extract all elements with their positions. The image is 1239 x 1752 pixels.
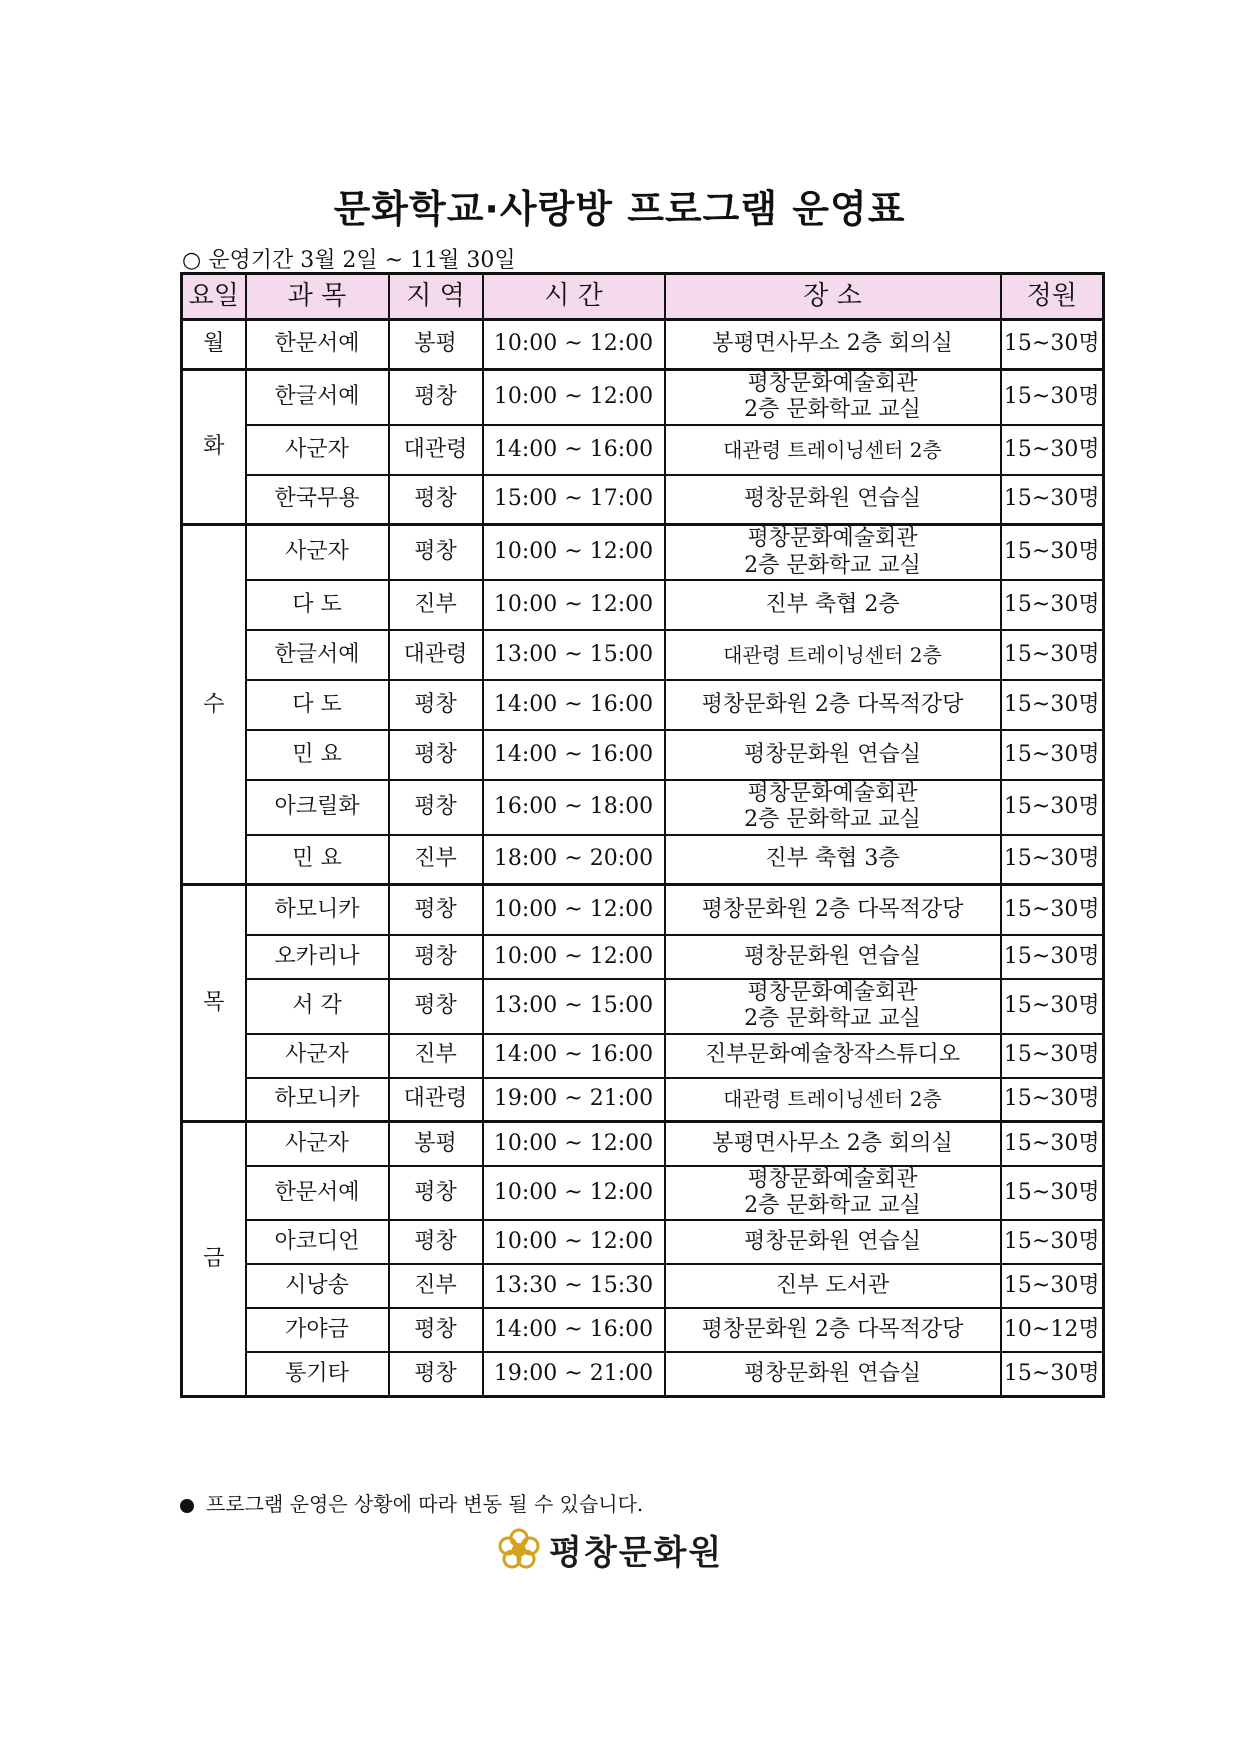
place-line: 평창문화예술회관 bbox=[747, 979, 918, 1005]
subject-cell: 아코디언 bbox=[246, 1220, 389, 1264]
time-cell: 10:00 ~ 12:00 bbox=[483, 1220, 665, 1264]
capacity-cell: 15~30명 bbox=[1001, 370, 1104, 425]
header-subject: 과 목 bbox=[246, 274, 389, 320]
region-cell: 평창 bbox=[389, 525, 483, 580]
time-cell: 14:00 ~ 16:00 bbox=[483, 1308, 665, 1352]
subject-cell: 가야금 bbox=[246, 1308, 389, 1352]
place-cell bbox=[665, 1264, 1001, 1308]
table-row bbox=[182, 979, 1104, 1034]
schedule-table bbox=[180, 272, 1105, 1398]
subject-cell: 서 각 bbox=[246, 979, 389, 1034]
subject-cell: 사군자 bbox=[246, 525, 389, 580]
place-line: 봉평면사무소 2층 회의실 bbox=[712, 331, 953, 357]
region-cell: 평창 bbox=[389, 680, 483, 730]
place-line: 대관령 트레이닝센터 2층 bbox=[723, 1087, 942, 1112]
subject-cell: 하모니카 bbox=[246, 1078, 389, 1122]
capacity-cell: 15~30명 bbox=[1001, 1220, 1104, 1264]
place-cell bbox=[665, 1034, 1001, 1078]
place-line: 평창문화원 연습실 bbox=[743, 1360, 921, 1386]
place-line: 평창문화원 연습실 bbox=[743, 741, 921, 767]
capacity-cell: 15~30명 bbox=[1001, 1352, 1104, 1396]
region-cell: 평창 bbox=[389, 370, 483, 425]
place-line: 진부 축협 2층 bbox=[765, 591, 900, 617]
place-line: 평창문화원 연습실 bbox=[743, 486, 921, 512]
time-cell: 19:00 ~ 21:00 bbox=[483, 1352, 665, 1396]
capacity-cell: 15~30명 bbox=[1001, 1122, 1104, 1166]
place-line: 봉평면사무소 2층 회의실 bbox=[712, 1130, 953, 1156]
region-cell: 평창 bbox=[389, 475, 483, 525]
subject-cell: 한문서예 bbox=[246, 320, 389, 370]
time-cell: 10:00 ~ 12:00 bbox=[483, 1166, 665, 1221]
time-cell: 10:00 ~ 12:00 bbox=[483, 1122, 665, 1166]
place-cell bbox=[665, 320, 1001, 370]
capacity-cell: 15~30명 bbox=[1001, 525, 1104, 580]
place-line: 평창문화원 2층 다목적강당 bbox=[701, 1317, 964, 1343]
table-row bbox=[182, 1034, 1104, 1078]
region-cell: 평창 bbox=[389, 885, 483, 935]
region-cell: 대관령 bbox=[389, 425, 483, 475]
table-row bbox=[182, 935, 1104, 979]
region-cell: 평창 bbox=[389, 1220, 483, 1264]
place-cell bbox=[665, 1122, 1001, 1166]
time-cell: 10:00 ~ 12:00 bbox=[483, 370, 665, 425]
capacity-cell: 15~30명 bbox=[1001, 425, 1104, 475]
place-cell bbox=[665, 630, 1001, 680]
region-cell: 봉평 bbox=[389, 1122, 483, 1166]
time-cell: 10:00 ~ 12:00 bbox=[483, 580, 665, 630]
place-cell bbox=[665, 425, 1001, 475]
place-cell bbox=[665, 730, 1001, 780]
place-cell bbox=[665, 780, 1001, 835]
table-row bbox=[182, 1166, 1104, 1221]
place-line: 2층 문화학교 교실 bbox=[744, 1193, 921, 1219]
time-cell: 14:00 ~ 16:00 bbox=[483, 680, 665, 730]
capacity-cell: 15~30명 bbox=[1001, 1166, 1104, 1221]
logo-text: 평창문화원 bbox=[549, 1533, 724, 1573]
table-row bbox=[182, 525, 1104, 580]
table-row bbox=[182, 580, 1104, 630]
time-cell: 13:30 ~ 15:30 bbox=[483, 1264, 665, 1308]
time-cell: 10:00 ~ 12:00 bbox=[483, 320, 665, 370]
capacity-cell: 15~30명 bbox=[1001, 935, 1104, 979]
capacity-cell: 15~30명 bbox=[1001, 979, 1104, 1034]
subject-cell: 한글서예 bbox=[246, 630, 389, 680]
subject-cell: 다 도 bbox=[246, 680, 389, 730]
place-line: 2층 문화학교 교실 bbox=[744, 1006, 921, 1032]
place-cell bbox=[665, 1352, 1001, 1396]
place-cell bbox=[665, 525, 1001, 580]
place-line: 평창문화예술회관 bbox=[747, 371, 918, 396]
header-row bbox=[182, 274, 1104, 320]
page-title: 문화학교·사랑방 프로그램 운영표 bbox=[333, 187, 906, 231]
subject-cell: 사군자 bbox=[246, 425, 389, 475]
time-cell: 13:00 ~ 15:00 bbox=[483, 979, 665, 1034]
table-row bbox=[182, 1264, 1104, 1308]
time-cell: 14:00 ~ 16:00 bbox=[483, 425, 665, 475]
table-row bbox=[182, 835, 1104, 885]
operation-period: ○ 운영기간 3월 2일 ~ 11월 30일 bbox=[182, 248, 516, 273]
table-row bbox=[182, 1352, 1104, 1396]
place-cell bbox=[665, 475, 1001, 525]
region-cell: 평창 bbox=[389, 730, 483, 780]
place-line: 평창문화예술회관 bbox=[747, 781, 918, 807]
time-cell: 18:00 ~ 20:00 bbox=[483, 835, 665, 885]
capacity-cell: 10~12명 bbox=[1001, 1308, 1104, 1352]
table-row bbox=[182, 370, 1104, 425]
subject-cell: 민 요 bbox=[246, 835, 389, 885]
place-line: 평창문화원 2층 다목적강당 bbox=[701, 691, 964, 717]
capacity-cell: 15~30명 bbox=[1001, 680, 1104, 730]
table-row bbox=[182, 730, 1104, 780]
day-cell: 월 bbox=[182, 320, 246, 370]
place-line: 평창문화예술회관 bbox=[747, 526, 918, 552]
table-row bbox=[182, 320, 1104, 370]
place-line: 대관령 트레이닝센터 2층 bbox=[723, 643, 942, 668]
table-row bbox=[182, 1308, 1104, 1352]
place-line: 진부문화예술창작스튜디오 bbox=[704, 1042, 961, 1068]
region-cell: 평창 bbox=[389, 979, 483, 1034]
table-row bbox=[182, 475, 1104, 525]
flower-emblem-icon bbox=[495, 1526, 543, 1574]
subject-cell: 사군자 bbox=[246, 1034, 389, 1078]
capacity-cell: 15~30명 bbox=[1001, 835, 1104, 885]
note-text: 프로그램 운영은 상황에 따라 변동 될 수 있습니다. bbox=[206, 1492, 644, 1516]
place-cell bbox=[665, 835, 1001, 885]
table-row bbox=[182, 1122, 1104, 1166]
region-cell: 진부 bbox=[389, 580, 483, 630]
subject-cell: 아크릴화 bbox=[246, 780, 389, 835]
schedule-body bbox=[182, 320, 1104, 1397]
region-cell: 대관령 bbox=[389, 1078, 483, 1122]
capacity-cell: 15~30명 bbox=[1001, 780, 1104, 835]
subject-cell: 다 도 bbox=[246, 580, 389, 630]
time-cell: 19:00 ~ 21:00 bbox=[483, 1078, 665, 1122]
day-cell: 수 bbox=[182, 525, 246, 885]
place-line: 평창문화원 연습실 bbox=[743, 943, 921, 969]
time-cell: 16:00 ~ 18:00 bbox=[483, 780, 665, 835]
day-cell: 목 bbox=[182, 885, 246, 1122]
footer-note bbox=[180, 1488, 643, 1517]
place-cell bbox=[665, 370, 1001, 425]
region-cell: 진부 bbox=[389, 1264, 483, 1308]
place-cell bbox=[665, 1308, 1001, 1352]
day-cell: 금 bbox=[182, 1122, 246, 1397]
table-row bbox=[182, 630, 1104, 680]
place-cell bbox=[665, 580, 1001, 630]
region-cell: 평창 bbox=[389, 1166, 483, 1221]
capacity-cell: 15~30명 bbox=[1001, 1078, 1104, 1122]
place-line: 2층 문화학교 교실 bbox=[744, 807, 921, 833]
table-row bbox=[182, 1078, 1104, 1122]
place-line: 평창문화예술회관 bbox=[747, 1166, 918, 1192]
capacity-cell: 15~30명 bbox=[1001, 320, 1104, 370]
day-cell: 화 bbox=[182, 370, 246, 525]
subject-cell: 하모니카 bbox=[246, 885, 389, 935]
region-cell: 진부 bbox=[389, 1034, 483, 1078]
time-cell: 13:00 ~ 15:00 bbox=[483, 630, 665, 680]
place-cell bbox=[665, 885, 1001, 935]
table-row bbox=[182, 780, 1104, 835]
place-line: 진부 도서관 bbox=[775, 1273, 890, 1299]
table-row bbox=[182, 425, 1104, 475]
capacity-cell: 15~30명 bbox=[1001, 630, 1104, 680]
header-day: 요일 bbox=[182, 274, 246, 320]
place-cell bbox=[665, 1078, 1001, 1122]
place-line: 평창문화원 연습실 bbox=[743, 1229, 921, 1255]
capacity-cell: 15~30명 bbox=[1001, 1034, 1104, 1078]
time-cell: 10:00 ~ 12:00 bbox=[483, 935, 665, 979]
subject-cell: 민 요 bbox=[246, 730, 389, 780]
subject-cell: 시낭송 bbox=[246, 1264, 389, 1308]
subject-cell: 오카리나 bbox=[246, 935, 389, 979]
place-cell bbox=[665, 1166, 1001, 1221]
subject-cell: 사군자 bbox=[246, 1122, 389, 1166]
subject-cell: 한글서예 bbox=[246, 370, 389, 425]
table-row bbox=[182, 885, 1104, 935]
capacity-cell: 15~30명 bbox=[1001, 1264, 1104, 1308]
time-cell: 10:00 ~ 12:00 bbox=[483, 885, 665, 935]
time-cell: 10:00 ~ 12:00 bbox=[483, 525, 665, 580]
capacity-cell: 15~30명 bbox=[1001, 730, 1104, 780]
place-line: 평창문화원 2층 다목적강당 bbox=[701, 896, 964, 922]
place-line: 2층 문화학교 교실 bbox=[744, 397, 921, 423]
bullet-icon bbox=[180, 1499, 194, 1513]
subject-cell: 한문서예 bbox=[246, 1166, 389, 1221]
time-cell: 14:00 ~ 16:00 bbox=[483, 730, 665, 780]
header-region: 지 역 bbox=[389, 274, 483, 320]
time-cell: 14:00 ~ 16:00 bbox=[483, 1034, 665, 1078]
header-place: 장 소 bbox=[665, 274, 1001, 320]
table-row bbox=[182, 680, 1104, 730]
capacity-cell: 15~30명 bbox=[1001, 475, 1104, 525]
place-line: 대관령 트레이닝센터 2층 bbox=[723, 437, 942, 462]
place-line: 2층 문화학교 교실 bbox=[744, 552, 921, 578]
region-cell: 평창 bbox=[389, 1352, 483, 1396]
region-cell: 평창 bbox=[389, 780, 483, 835]
capacity-cell: 15~30명 bbox=[1001, 580, 1104, 630]
place-cell bbox=[665, 979, 1001, 1034]
region-cell: 대관령 bbox=[389, 630, 483, 680]
region-cell: 진부 bbox=[389, 835, 483, 885]
subject-cell: 통기타 bbox=[246, 1352, 389, 1396]
place-cell bbox=[665, 1220, 1001, 1264]
region-cell: 평창 bbox=[389, 935, 483, 979]
header-time: 시 간 bbox=[483, 274, 665, 320]
region-cell: 평창 bbox=[389, 1308, 483, 1352]
place-cell bbox=[665, 935, 1001, 979]
capacity-cell: 15~30명 bbox=[1001, 885, 1104, 935]
time-cell: 15:00 ~ 17:00 bbox=[483, 475, 665, 525]
table-row bbox=[182, 1220, 1104, 1264]
region-cell: 봉평 bbox=[389, 320, 483, 370]
subject-cell: 한국무용 bbox=[246, 475, 389, 525]
place-cell bbox=[665, 680, 1001, 730]
logo bbox=[495, 1525, 723, 1574]
header-capacity: 정원 bbox=[1001, 274, 1104, 320]
place-line: 진부 축협 3층 bbox=[765, 846, 900, 872]
